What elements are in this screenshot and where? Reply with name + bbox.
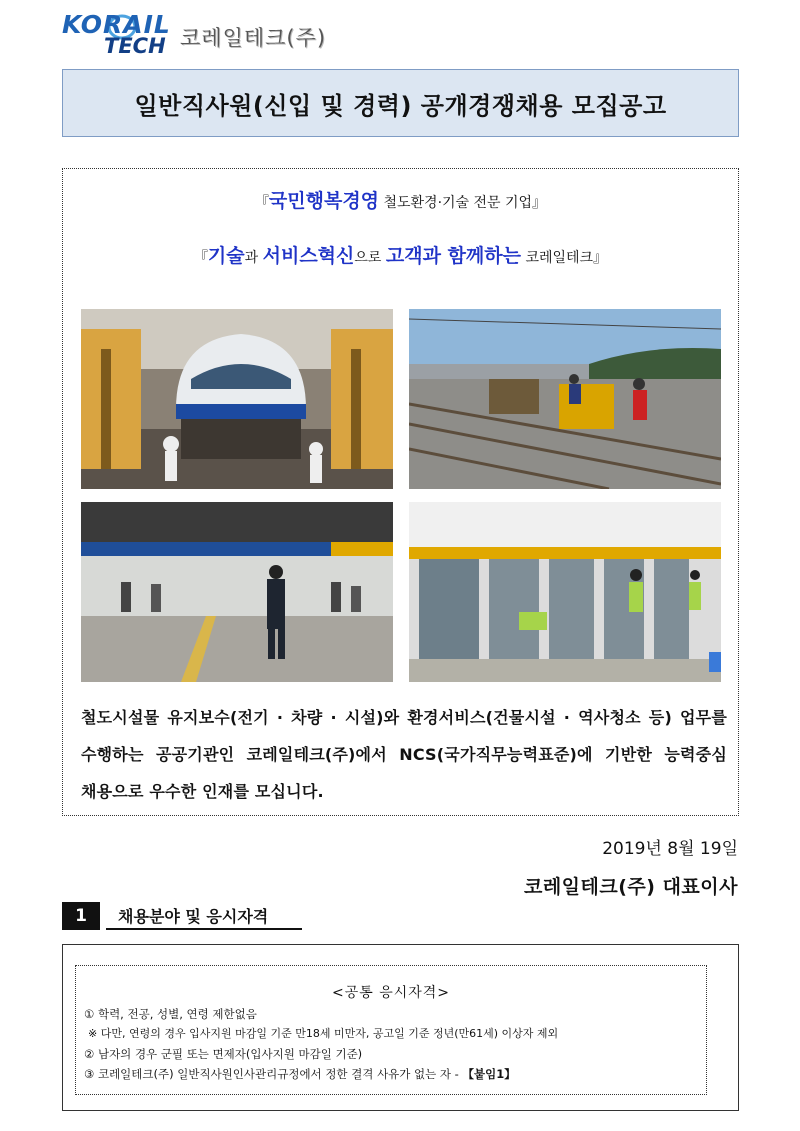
slogan1-highlight: 국민행복경영 — [268, 190, 380, 212]
company-logo — [62, 10, 362, 60]
platform-cleaning-photo — [409, 502, 721, 682]
announcement-date: 2019년 8월 19일 — [602, 839, 738, 859]
intro-line-3: 채용으로 우수한 인재를 모십니다. — [81, 782, 324, 801]
section-number: 1 — [62, 902, 100, 930]
intro-box — [62, 168, 739, 816]
qualification-list — [84, 1004, 558, 1084]
page-title: 일반직사원(신입 및 경력) 공개경쟁채용 모집공고 — [134, 91, 667, 120]
qualification-item-3 — [84, 1064, 558, 1084]
slogan-line-1 — [63, 186, 738, 213]
track-maintenance-photo — [409, 309, 721, 489]
section-underline — [106, 928, 302, 930]
slogan2-text-1: 과 — [244, 250, 263, 266]
slogan2-text-3: 코레일테크』 — [521, 250, 608, 266]
intro-line-1: 철도시설물 유지보수(전기 · 차량 · 시설)와 환경서비스(건물시설 · 역사청소 등) 업무를 — [81, 708, 727, 727]
slogan1-open: 『 — [254, 195, 269, 211]
slogan2-highlight-2: 서비스혁신 — [262, 245, 355, 267]
title-box — [62, 69, 739, 137]
slogan-line-2 — [63, 241, 738, 268]
qualification-item-3-ref: 【붙임1】 — [462, 1067, 516, 1081]
logo-korail-text: KORAIL — [62, 10, 171, 39]
qualification-item-1: ① 학력, 전공, 성별, 연령 제한없음 — [84, 1007, 257, 1021]
qualification-inner-box — [75, 965, 707, 1095]
slogan2-open: 『 — [193, 250, 208, 266]
slogan2-text-2: 으로 — [354, 250, 386, 266]
logo-company-name: 코레일테크(주) — [180, 26, 327, 50]
slogan2-highlight-3: 고객과 함께하는 — [385, 245, 521, 267]
qualification-box — [62, 944, 739, 1111]
intro-paragraph — [81, 699, 727, 810]
ktx-maintenance-photo — [81, 309, 393, 489]
station-security-photo — [81, 502, 393, 682]
qualification-item-3-text: ③ 코레일테크(주) 일반직사원인사관리규정에서 정한 결격 사유가 없는 자 - — [84, 1067, 463, 1081]
slogan2-highlight-1: 기술 — [207, 245, 245, 267]
ceo-signature: 코레일테크(주) 대표이사 — [523, 876, 738, 898]
qualification-item-2: ② 남자의 경우 군필 또는 면제자(입사지원 마감일 기준) — [84, 1047, 363, 1061]
section-title: 채용분야 및 응시자격 — [118, 907, 269, 926]
qualification-heading: <공통 응시자격> — [331, 985, 451, 1001]
qualification-note-1: ※ 다만, 연령의 경우 입사지원 마감일 기준 만18세 미만자, 공고일 기준 정년(만61세) 이상자 제외 — [88, 1027, 559, 1040]
slogan1-rest: 철도환경·기술 전문 기업』 — [379, 195, 547, 211]
intro-line-2: 수행하는 공공기관인 코레일테크(주)에서 NCS(국가직무능력표준)에 기반한 능력중심 — [81, 745, 727, 764]
logo-tech-text: TECH — [104, 34, 166, 58]
